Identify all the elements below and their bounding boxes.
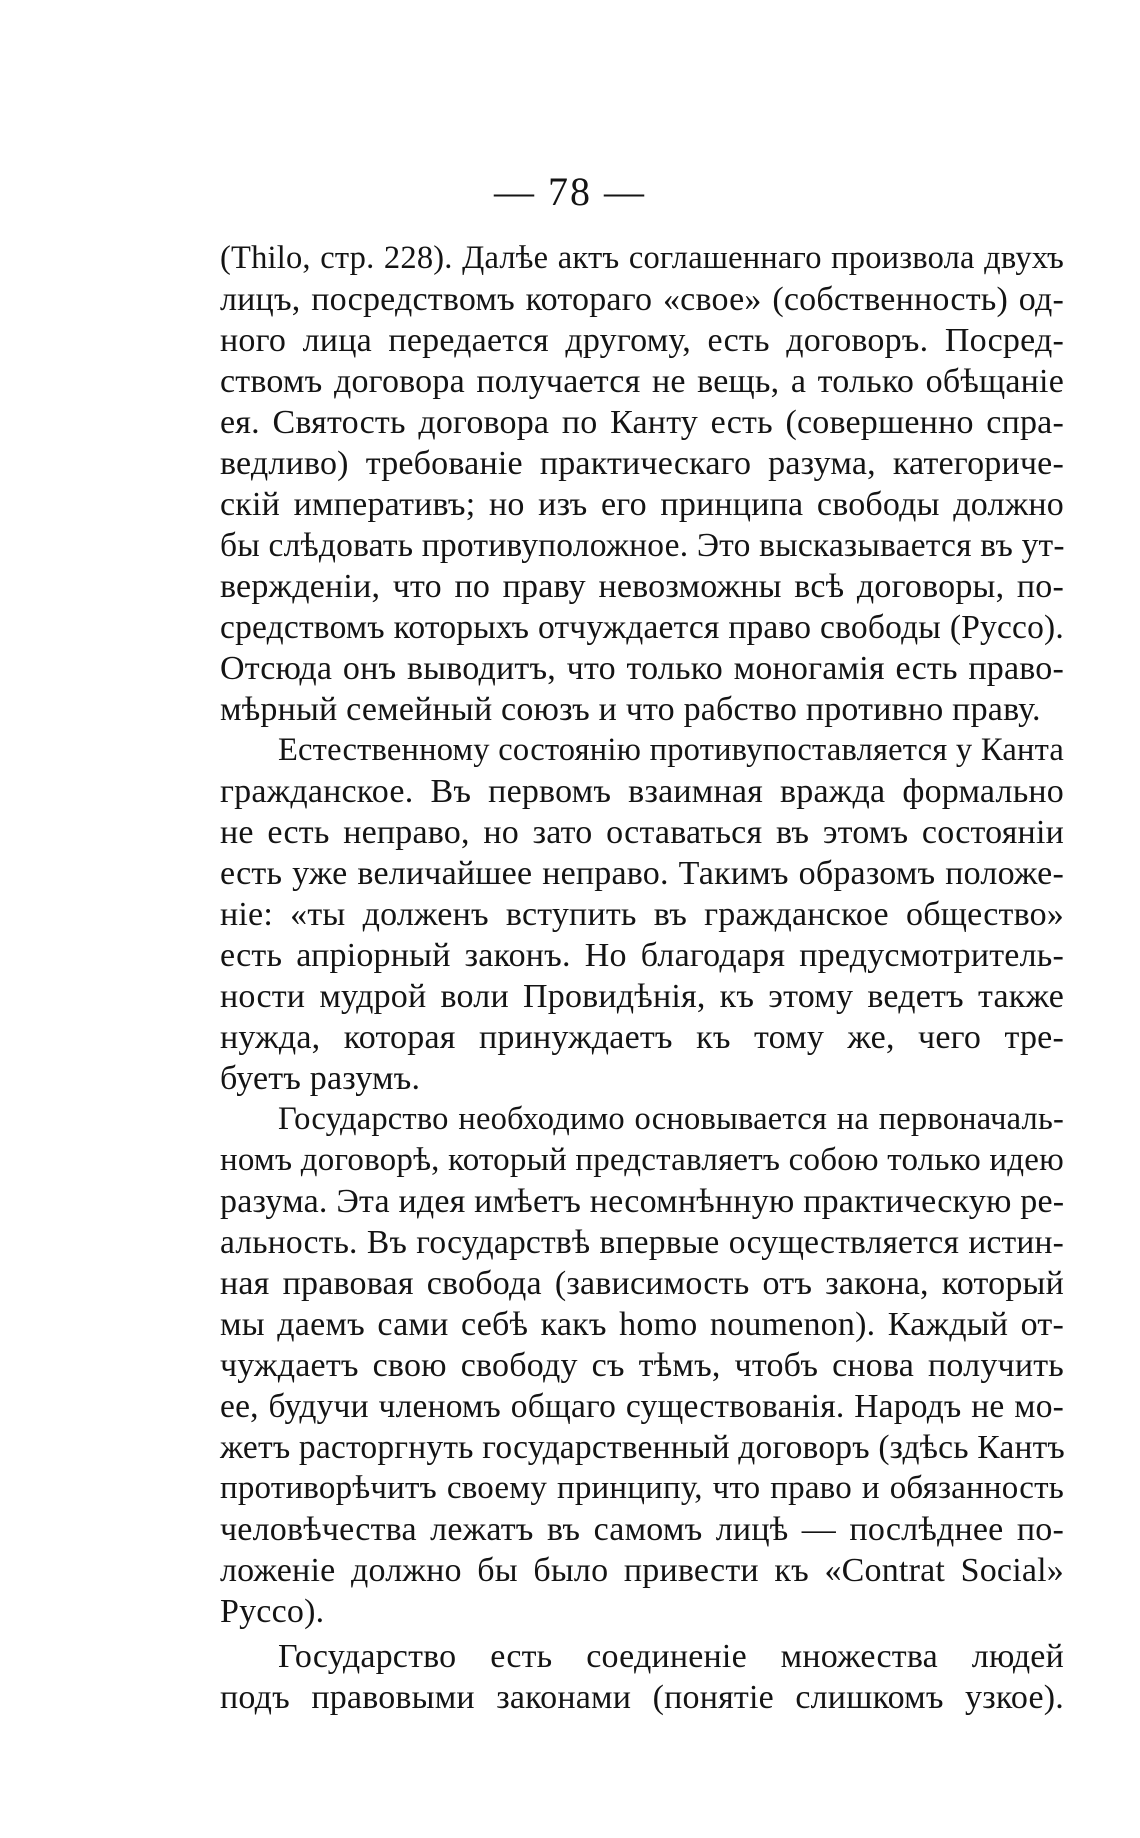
text-line: мѣрный семейный союзъ и что рабство противно праву. [220, 691, 1041, 728]
text-line: бы слѣдовать противуположное. Это высказывается въ ут- [220, 527, 1065, 564]
text-line: вержденіи, что по праву невозможны всѣ договоры, по- [220, 568, 1064, 605]
text-line: буетъ разумъ. [220, 1060, 421, 1097]
text-line: ніе: «ты долженъ вступить въ гражданское общество» [220, 896, 1064, 933]
text-line: Государство необходимо основывается на первоначаль- [278, 1101, 1064, 1137]
text-line: ложеніе должно бы было привести къ «Contrat Social» [220, 1552, 1064, 1589]
text-line: ея. Святость договора по Канту есть (совершенно спра- [220, 404, 1064, 441]
text-line: лицъ, посредствомъ котораго «свое» (собственность) од- [220, 281, 1064, 318]
text-line: альность. Въ государствѣ впервые осуществляется истин- [220, 1224, 1064, 1261]
paragraph-1 [220, 238, 1064, 730]
text-line: Руссо). [220, 1593, 325, 1630]
text-line: Государство есть соединеніе множества людей [278, 1638, 1064, 1675]
text-line: мы даемъ сами себѣ какъ homo noumenon). Каждый от- [220, 1306, 1064, 1343]
text-line: человѣчества лежатъ въ самомъ лицѣ — послѣднее по- [220, 1511, 1064, 1548]
page-number: — 78 — [494, 169, 646, 214]
text-line: нужда, которая принуждаетъ къ тому же, чего тре- [220, 1019, 1064, 1056]
text-line: средствомъ которыхъ отчуждается право свободы (Руссо). [220, 609, 1064, 646]
paragraph-3 [220, 1099, 1064, 1632]
text-line: скій императивъ; но изъ его принципа свободы должно [220, 486, 1064, 523]
text-line: разума. Эта идея имѣетъ несомнѣнную практическую ре- [220, 1183, 1065, 1220]
text-line: есть уже величайшее неправо. Такимъ образомъ положе- [220, 855, 1064, 892]
text-line: не есть неправо, но зато оставаться въ этомъ состояніи [220, 814, 1064, 851]
text-line: жетъ расторгнуть государственный договоръ (здѣсь Кантъ [220, 1429, 1065, 1466]
text-line: ведливо) требованіе практическаго разума, категориче- [220, 445, 1064, 482]
text-line: (Thilo, стр. 228). Далѣе актъ соглашеннаго произвола двухъ [220, 240, 1064, 276]
paragraph-4 [220, 1636, 1064, 1718]
text-line: гражданское. Въ первомъ взаимная вражда формально [220, 773, 1064, 810]
body-text [220, 238, 1064, 1718]
text-line: ная правовая свобода (зависимость отъ закона, который [220, 1265, 1064, 1302]
text-line: номъ договорѣ, который представляетъ собою только идею [220, 1142, 1064, 1178]
text-line: ее, будучи членомъ общаго существованія. Народъ не мо- [220, 1388, 1064, 1425]
text-line: чуждаетъ свою свободу съ тѣмъ, чтобъ снова получить [220, 1347, 1064, 1384]
paragraph-2 [220, 730, 1064, 1099]
text-line: противорѣчитъ своему принципу, что право и обязанность [220, 1470, 1064, 1506]
text-line: ности мудрой воли Провидѣнія, къ этому ведетъ также [220, 978, 1064, 1015]
text-line: есть апріорный законъ. Но благодаря предусмотритель- [220, 937, 1064, 974]
text-line: Отсюда онъ выводитъ, что только моногамія есть право- [220, 650, 1064, 687]
text-line: Естественному состоянію противупоставляется у Канта [278, 732, 1064, 768]
text-line: ствомъ договора получается не вещь, а только обѣщаніе [220, 363, 1064, 400]
text-line: ного лица передается другому, есть договоръ. Посред- [220, 322, 1064, 359]
text-line: подъ правовыми законами (понятіе слишкомъ узкое). [220, 1679, 1064, 1716]
